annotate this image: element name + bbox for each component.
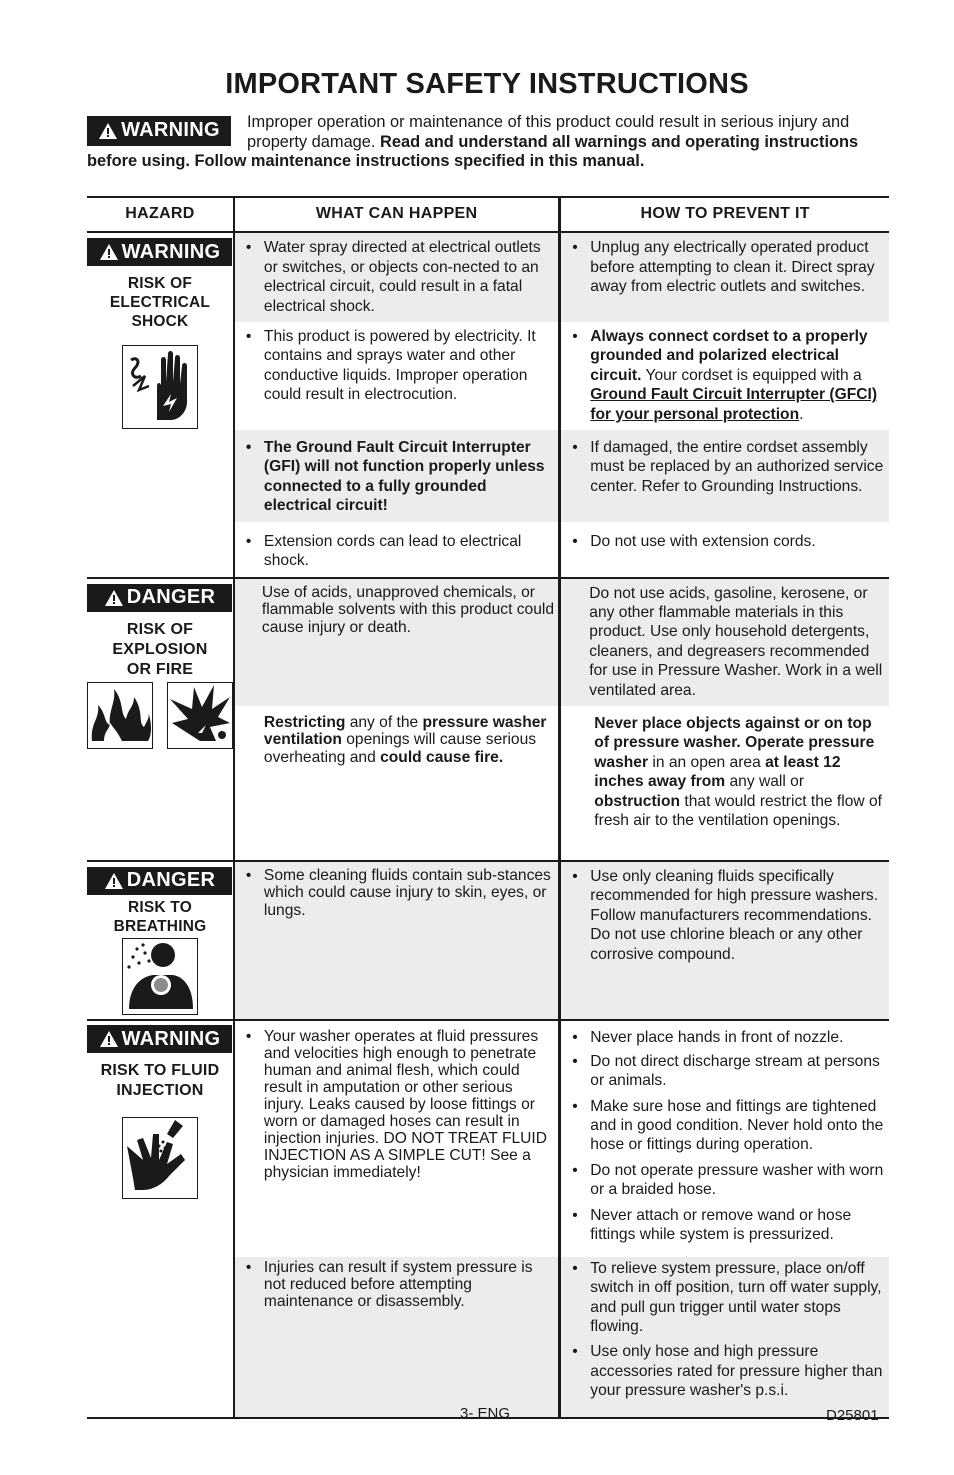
warning-badge: WARNING xyxy=(87,1025,232,1053)
how-cell: • Use only cleaning fluids specifically recommended for high pressure washers. Follow manufacturers recommendations. Do not use chlorine bleach or any other corrosive compound. xyxy=(560,861,889,1020)
table-row xyxy=(87,1020,889,1256)
what-cell: • Your washer operates at fluid pressures and velocities high enough to penetrate human and animal flesh, which could result in amputation or other serious injury. Leaks caused by loose fittings or worn or damaged hoses can result in injection injuries. DO NOT TREAT FLUID INJECTION AS A SIMPLE CUT! See a physician immediately! xyxy=(234,1020,560,1256)
how-cell: • Do not use with extension cords. xyxy=(560,522,889,578)
electrical-shock-icon xyxy=(122,345,198,428)
danger-badge: DANGER xyxy=(87,867,232,895)
warning-triangle-icon xyxy=(104,589,124,607)
danger-badge: DANGER xyxy=(87,584,232,612)
document-code: D25801 xyxy=(826,1407,879,1424)
hazard-label: RISK OF EXPLOSION OR FIRE xyxy=(112,620,208,678)
warning-triangle-icon xyxy=(99,243,119,261)
what-cell: • Some cleaning fluids contain sub-stances which could cause injury to skin, eyes, or lungs. xyxy=(234,861,560,1020)
table-header xyxy=(87,197,889,232)
fire-explosion-icon xyxy=(87,682,233,749)
warning-badge: WARNING xyxy=(87,238,232,266)
what-cell: Restricting any of the pressure washer ventilation openings will cause serious overheating and could cause fire. xyxy=(234,706,560,861)
intro-warning xyxy=(87,113,867,172)
what-cell: • Water spray directed at electrical outlets or switches, or objects con-nected to an electrical circuit, could result in a fatal electrical shock. xyxy=(234,232,560,322)
header-hazard: HAZARD xyxy=(87,197,234,232)
what-cell: Use of acids, unapproved chemicals, or flammable solvents with this product could cause injury or death. xyxy=(234,578,560,706)
header-how: HOW TO PREVENT IT xyxy=(560,197,889,232)
how-cell: Never place objects against or on top of pressure washer. Operate pressure washer in an open area at least 12 inches away from any wall or obstruction that would restrict the flow of fresh air to the ventilation openings. xyxy=(560,706,889,861)
hazard-label: RISK TO FLUID INJECTION xyxy=(100,1062,220,1100)
header-what: WHAT CAN HAPPEN xyxy=(234,197,560,232)
hazard-label: RISK TO BREATHING xyxy=(113,898,207,935)
what-cell: • This product is powered by electricity. It contains and sprays water and other conductive liquids. Improper operation could result in electrocution. xyxy=(234,322,560,430)
what-cell: • Extension cords can lead to electrical shock. xyxy=(234,522,560,578)
what-cell: • Injuries can result if system pressure is not reduced before attempting maintenance or disassembly. xyxy=(234,1257,560,1418)
how-cell: Do not use acids, gasoline, kerosene, or any other flammable materials in this product. Use only household detergents, cleaners, and degreasers recommended for use in Pressure Washer. Work in a well ventilated area. xyxy=(560,578,889,706)
warning-badge: WARNING xyxy=(87,116,231,146)
how-cell: • If damaged, the entire cordset assembly must be replaced by an authorized service center. Refer to Grounding Instructions. xyxy=(560,430,889,522)
table-row xyxy=(87,578,889,706)
hazard-fire xyxy=(87,578,234,861)
hazard-injection xyxy=(87,1020,234,1417)
fire-icon xyxy=(87,682,153,749)
safety-table xyxy=(87,196,889,1419)
how-cell: • Always connect cordset to a properly grounded and polarized electrical circuit. Your cordset is equipped with a Ground Fault Circuit Interrupter (GFCI) for your personal protection. xyxy=(560,322,889,430)
page-number: 3- ENG xyxy=(460,1405,511,1422)
hazard-label: RISK OF ELECTRICAL SHOCK xyxy=(109,275,211,331)
what-cell: • The Ground Fault Circuit Interrupter (GFI) will not function properly unless connected to a fully grounded electrical circuit! xyxy=(234,430,560,522)
intro-text-bold: Read and understand all warnings and operating instructions before using. Follow maintenance instructions specified in this manual. xyxy=(87,132,859,170)
page-title: IMPORTANT SAFETY INSTRUCTIONS xyxy=(225,68,749,100)
hazard-breathing xyxy=(87,861,234,1020)
table-row xyxy=(87,861,889,1020)
how-cell: • Unplug any electrically operated product before attempting to clean it. Direct spray away from electric outlets and switches. xyxy=(560,232,889,322)
breathing-hazard-icon xyxy=(122,938,198,1015)
how-cell: • Never place hands in front of nozzle. • Do not direct discharge stream at persons or animals. • Make sure hose and fittings are tightened and in good condition. Never hold onto the hose or fittings during operation. • Do not operate pressure washer with worn or a braided hose. • Never attach or remove wand or hose fittings while system is pressurized. xyxy=(560,1020,889,1256)
warning-triangle-icon xyxy=(99,1030,119,1048)
hazard-electrical xyxy=(87,232,234,577)
table-row xyxy=(87,232,889,322)
explosion-icon xyxy=(167,682,233,749)
intro-text: Improper operation or maintenance of this product could result in serious injury and property damage. xyxy=(247,113,850,151)
fluid-injection-icon xyxy=(122,1117,198,1198)
warning-triangle-icon xyxy=(104,872,124,890)
warning-triangle-icon xyxy=(98,122,118,140)
how-cell: • To relieve system pressure, place on/off switch in off position, turn off water supply, and pull gun trigger until water stops flowing. • Use only hose and high pressure accessories rated for pressure higher than your pressure washer's p.s.i. xyxy=(560,1257,889,1418)
